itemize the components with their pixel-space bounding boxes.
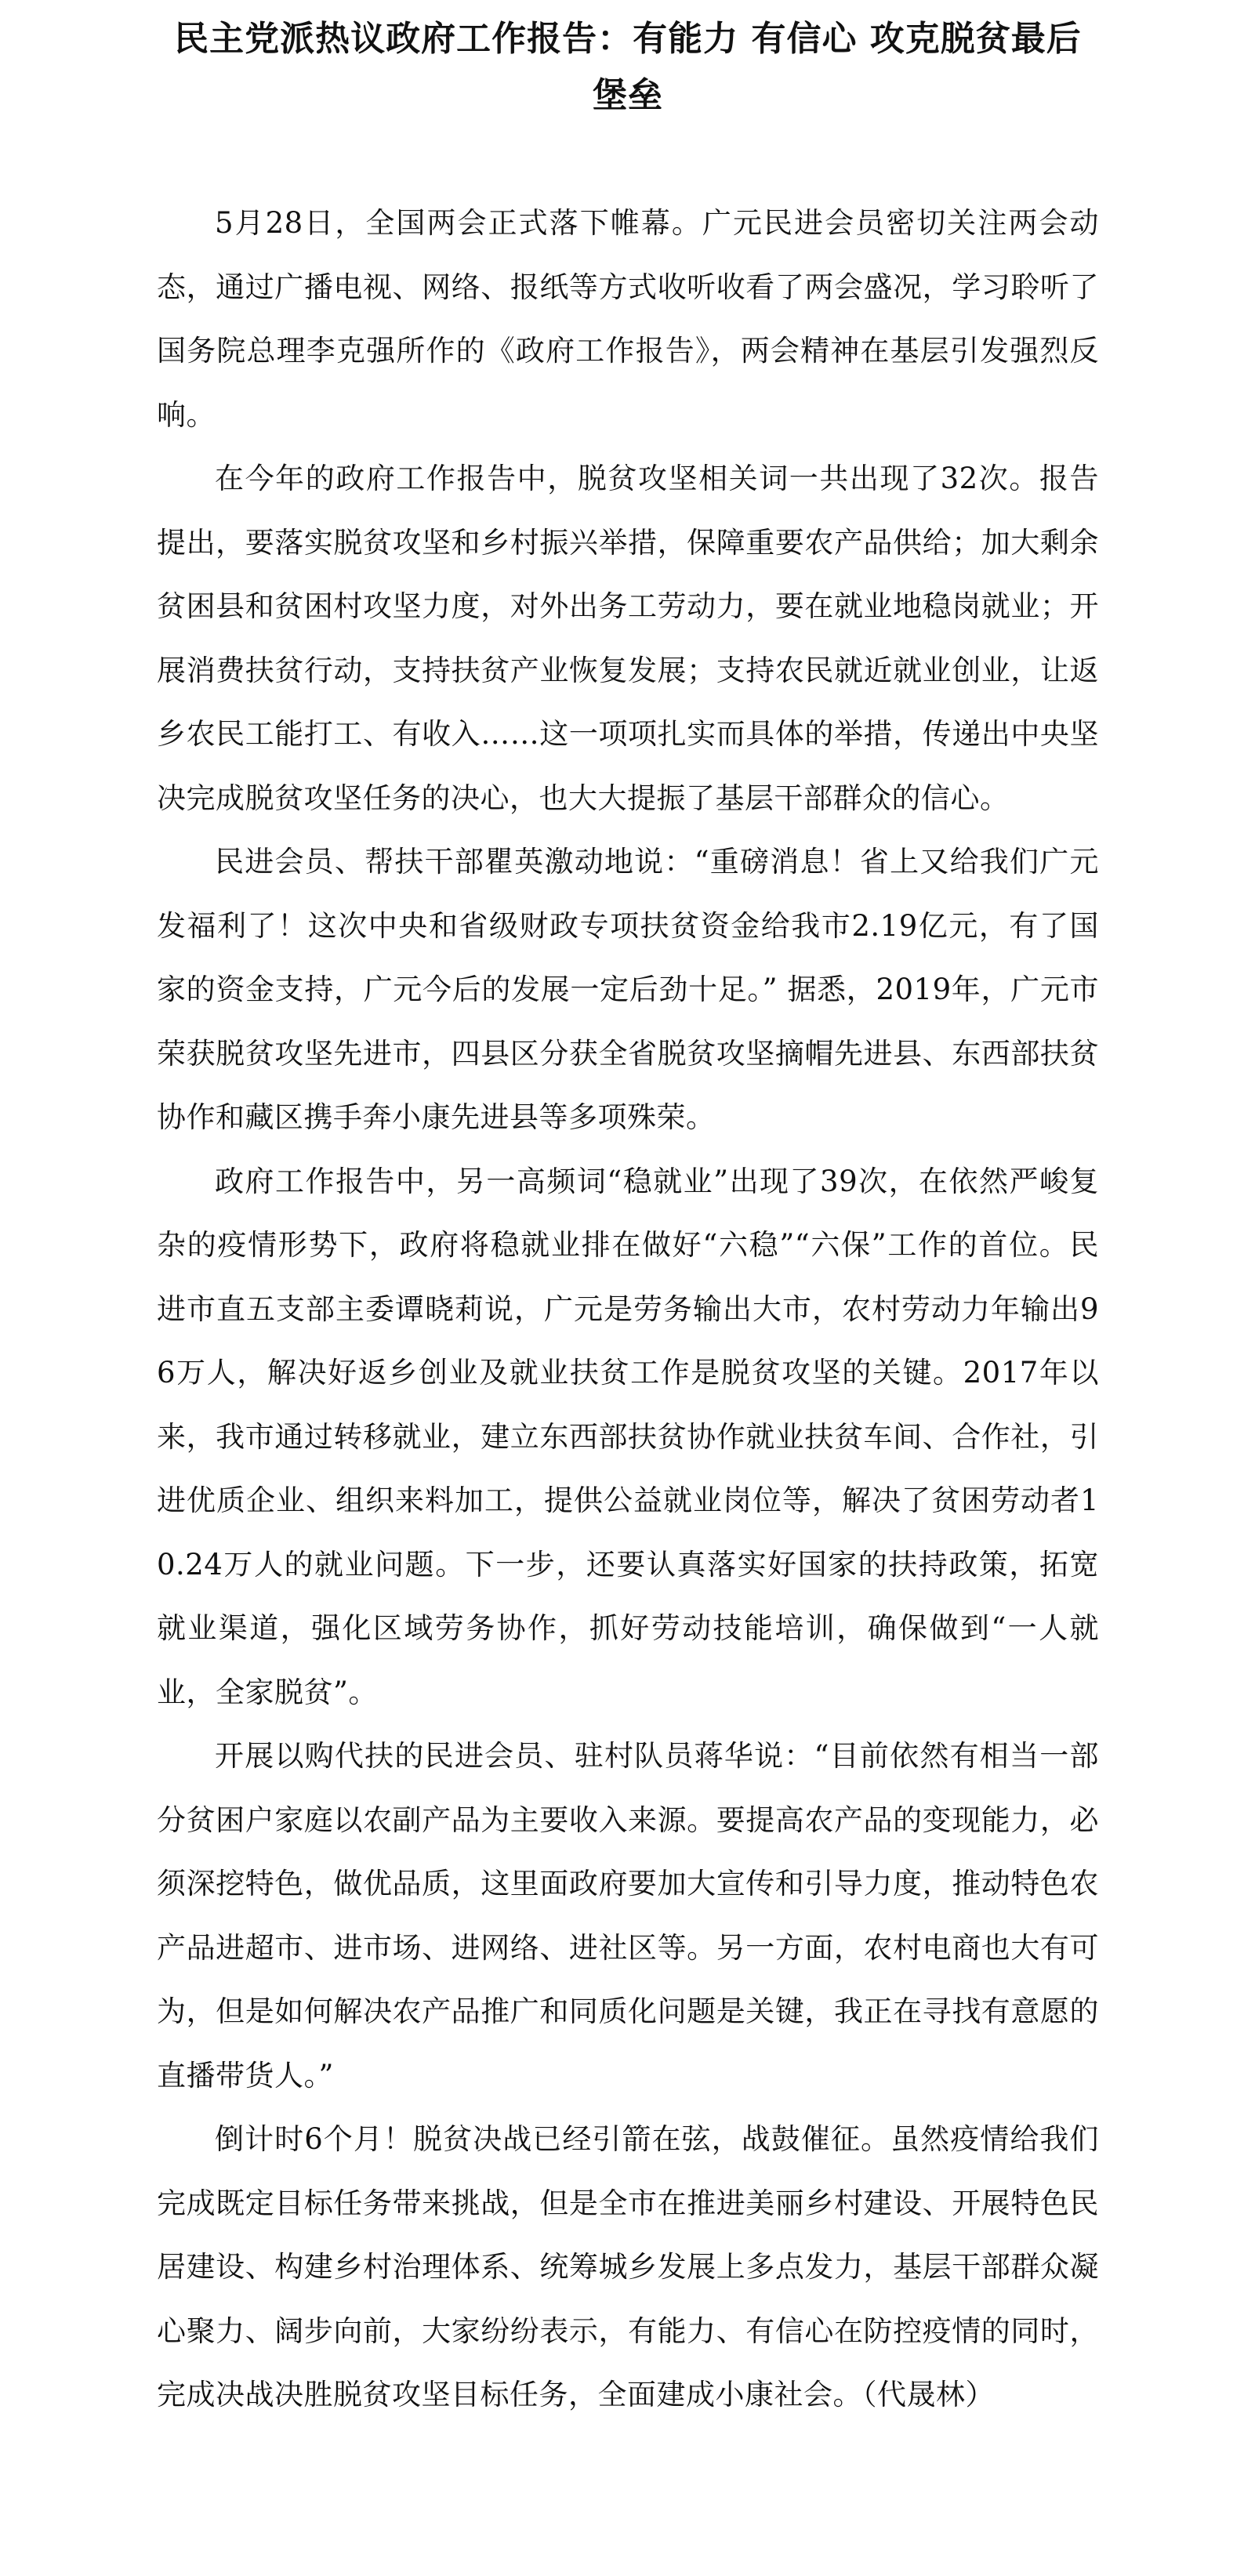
article-paragraph: 倒计时6个月！脱贫决战已经引箭在弦，战鼓催征。虽然疫情给我们完成既定目标任务带来挑战，但是全市在推进美丽乡村建设、开展特色民居建设、构建乡村治理体系、统筹城乡发展上多点发力，基层干部群众凝心聚力、阔步向前，大家纷纷表示，有能力、有信心在防控疫情的同时，完成决战决胜脱贫攻坚目标任务，全面建成小康社会。（代晟林） bbox=[157, 2122, 1099, 2411]
article-paragraph: 开展以购代扶的民进会员、驻村队员蒋华说：“目前依然有相当一部分贫困户家庭以农副产品为主要收入来源。要提高农产品的变现能力，必须深挖特色，做优品质，这里面政府要加大宣传和引导力度，推动特色农产品进超市、进市场、进网络、进社区等。另一方面，农村电商也大有可为，但是如何解决农产品推广和同质化问题是关键，我正在寻找有意愿的直播带货人。” bbox=[157, 1739, 1099, 2092]
article-paragraph: 民进会员、帮扶干部瞿英激动地说：“重磅消息！省上又给我们广元发福利了！这次中央和省级财政专项扶贫资金给我市2.19亿元，有了国家的资金支持，广元今后的发展一定后劲十足。” 据悉，2019年，广元市荣获脱贫攻坚先进市，四县区分获全省脱贫攻坚摘帽先进县、东西部扶贫协作和藏区携手奔小康先进县等多项殊荣。 bbox=[157, 845, 1099, 1134]
article-body bbox=[157, 191, 1099, 2427]
article-paragraph: 5月28日，全国两会正式落下帷幕。广元民进会员密切关注两会动态，通过广播电视、网络、报纸等方式收听收看了两会盛况，学习聆听了国务院总理李克强所作的《政府工作报告》，两会精神在基层引发强烈反响。 bbox=[157, 206, 1099, 432]
article-paragraph: 在今年的政府工作报告中，脱贫攻坚相关词一共出现了32次。报告提出，要落实脱贫攻坚和乡村振兴举措，保障重要农产品供给；加大剩余贫困县和贫困村攻坚力度，对外出务工劳动力，要在就业地稳岗就业；开展消费扶贫行动，支持扶贫产业恢复发展；支持农民就近就业创业，让返乡农民工能打工、有收入……这一项项扎实而具体的举措，传递出中央坚决完成脱贫攻坚任务的决心，也大大提振了基层干部群众的信心。 bbox=[157, 462, 1099, 815]
article-title: 民主党派热议政府工作报告：有能力 有信心 攻克脱贫最后堡垒 bbox=[174, 19, 1082, 115]
article-paragraph: 政府工作报告中，另一高频词“稳就业”出现了39次，在依然严峻复杂的疫情形势下，政府将稳就业排在做好“六稳”“六保”工作的首位。民进市直五支部主委谭晓莉说，广元是劳务输出大市，农村劳动力年输出96万人，解决好返乡创业及就业扶贫工作是脱贫攻坚的关键。2017年以来，我市通过转移就业，建立东西部扶贫协作就业扶贫车间、合作社，引进优质企业、组织来料加工，提供公益就业岗位等，解决了贫困劳动者10.24万人的就业问题。下一步，还要认真落实好国家的扶持政策，拓宽就业渠道，强化区域劳务协作，抓好劳动技能培训，确保做到“一人就业，全家脱贫”。 bbox=[157, 1164, 1099, 1709]
